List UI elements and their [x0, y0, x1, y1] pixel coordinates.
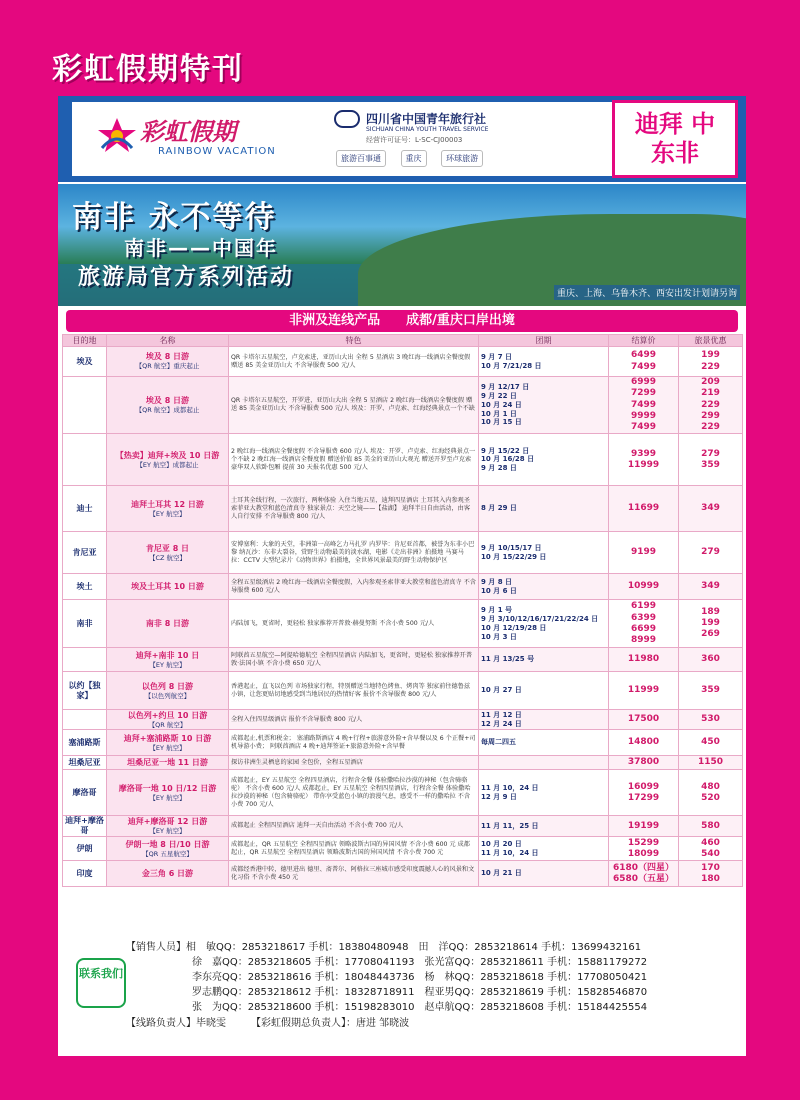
dates-cell [479, 816, 609, 837]
price-cell [609, 770, 679, 816]
discount-value: 460 [701, 837, 720, 848]
price-value: 37800 [627, 757, 660, 768]
dates-cell [479, 434, 609, 486]
features-cell: 土耳其全线行程，一次旅行，两种体验 入住当地五星，迪拜四星酒店 土耳其入内参观圣索菲亚大教堂和蓝色清真寺 独家景点：天空之镜——【盐湖】 迪拜半日自由活动，由客人自行安排 不含导服费 800 元/人 [229, 486, 479, 532]
product-airline: 【以色列航空】 [144, 691, 191, 700]
table-row [63, 574, 743, 600]
tour-date: 10 月 3 日 [481, 632, 517, 641]
agency-name: 四川省中国青年旅行社 [366, 112, 487, 126]
discount-value: 180 [701, 873, 720, 884]
price-cell [609, 574, 679, 600]
page-title: 彩虹假期特刊 [52, 52, 244, 87]
tour-date: 10 月 27 日 [481, 686, 522, 695]
partner-logo: 旅游百事通 [336, 150, 386, 167]
discount-cell [679, 574, 743, 600]
dates-cell [479, 730, 609, 756]
dates-cell [479, 710, 609, 730]
discount-value: 219 [701, 388, 720, 399]
destination-cell: 坦桑尼亚 [63, 756, 107, 770]
price-value: 7299 [630, 388, 657, 399]
price-cell [609, 434, 679, 486]
table-row [63, 672, 743, 710]
price-value: 17299 [627, 792, 660, 803]
tour-date: 10 月 15 日 [481, 418, 522, 427]
product-airline: 【CZ 航空】 [148, 553, 187, 562]
product-name-cell [107, 770, 229, 816]
price-value: 11999 [627, 459, 660, 470]
price-value: 6499 [630, 350, 657, 361]
product-name-cell [107, 710, 229, 730]
tour-date: 11 月 10，24 日 [481, 848, 539, 857]
price-value: 19199 [627, 820, 660, 831]
product-name-cell [107, 600, 229, 648]
tour-date: 每周二四五 [481, 738, 516, 747]
dates-cell [479, 861, 609, 887]
brand-header [58, 96, 746, 182]
price-cell [609, 730, 679, 756]
product-airline: 【QR 航空】重庆起止 [135, 362, 200, 371]
contact-row: 【销售人员】相 敏QQ：2853218617 手机：18380480948 田 洋QQ：2853218614 手机：13699432161 [126, 942, 642, 953]
destination-cell: 伊朗 [63, 837, 107, 861]
dates-cell [479, 770, 609, 816]
price-value: 6699 [630, 623, 657, 634]
discount-cell [679, 347, 743, 377]
product-table [62, 334, 742, 887]
dates-cell [479, 377, 609, 434]
price-value: 7499 [630, 399, 657, 410]
tour-date: 9 月 10/15/17 日 [481, 544, 542, 552]
banner-subheadline: 南非——中国年 [124, 236, 278, 260]
discount-value: 540 [701, 848, 720, 859]
price-value: 7499 [630, 422, 657, 432]
agency-logo-icon [334, 110, 360, 128]
table-row [63, 486, 743, 532]
destination-title: 迪拜 中东非 [634, 109, 716, 167]
product-name: 南非 8 日游 [145, 618, 190, 628]
product-name-cell [107, 672, 229, 710]
contact-badge: 联系我们 [76, 958, 126, 1008]
agency-license: 经营许可证号：L-SC-CJ00003 [366, 136, 463, 144]
table-row [63, 532, 743, 574]
table-row [63, 770, 743, 816]
price-cell [609, 648, 679, 672]
discount-cell [679, 756, 743, 770]
destination-cell [63, 377, 107, 434]
product-name-cell [107, 434, 229, 486]
table-header-row [63, 335, 743, 347]
tour-date: 10 月 20 日 [481, 840, 522, 848]
contact-row: 徐 嘉QQ：2853218605 手机：17708041193 张光富QQ：2853218611 手机：15881179272 [192, 957, 648, 968]
dates-cell [479, 347, 609, 377]
price-cell [609, 600, 679, 648]
discount-value: 1150 [697, 757, 724, 768]
tour-date: 9 月 22 日 [481, 392, 517, 400]
discount-cell [679, 434, 743, 486]
price-value: 18099 [627, 848, 660, 859]
features-cell: 探访非洲生灵栖息的家园 全包价，全程五星酒店 [229, 756, 479, 770]
dates-cell [479, 837, 609, 861]
price-value: 7499 [630, 361, 657, 372]
features-cell: 安博塞利：大象的天堂，非洲第一高峰乞力马扎罗 内罗毕：肯尼亚首都，被誉为东非小巴黎 纳瓦沙：东非大裂谷，赏野生动物最美的淡水湖，电影《走出非洲》拍摄地 马赛马拉：CCTV 大型纪录片《动物世界》拍摄地，全世界风景最美的野生动物保护区 [229, 532, 479, 574]
destination-cell [63, 434, 107, 486]
discount-value: 170 [701, 862, 720, 873]
product-airline: 【QR 航空】成都起止 [135, 406, 200, 415]
tour-date: 10 月 6 日 [481, 586, 517, 595]
dates-cell [479, 574, 609, 600]
product-airline: 【EY 航空】 [149, 793, 186, 802]
destination-cell: 印度 [63, 861, 107, 887]
product-name-cell [107, 816, 229, 837]
discount-cell [679, 730, 743, 756]
col-header: 旅景优惠 [679, 335, 743, 347]
price-cell [609, 756, 679, 770]
dates-cell [479, 672, 609, 710]
product-name-cell [107, 377, 229, 434]
price-cell [609, 837, 679, 861]
product-name-cell [107, 648, 229, 672]
page-number: 彩15 [700, 1032, 729, 1046]
agency-name-en: SICHUAN CHINA YOUTH TRAVEL SERVICE [366, 126, 489, 133]
tour-date: 9 月 3/10/12/16/17/21/22/24 日 [481, 615, 599, 623]
tour-date: 10 月 15/22/29 日 [481, 552, 547, 561]
product-name-cell [107, 486, 229, 532]
contact-row: 【线路负责人】毕晓雯 【彩虹假期总负责人】：唐进 邹晓波 [126, 1018, 410, 1029]
tour-date: 10 月 12/19/28 日 [481, 623, 547, 632]
contact-row: 罗志鹏QQ：2853218612 手机：18328718911 程亚男QQ：2853218619 手机：15828546870 [192, 987, 648, 998]
dates-cell [479, 532, 609, 574]
destination-cell: 塞浦路斯 [63, 730, 107, 756]
tour-date: 9 月 28 日 [481, 464, 517, 473]
col-header: 特色 [229, 335, 479, 347]
discount-cell [679, 672, 743, 710]
table-row [63, 648, 743, 672]
discount-value: 279 [701, 448, 720, 459]
features-cell: 全程五星级酒店 2 晚红海一线酒店全餐度假，入内参观圣索菲亚大教堂和蓝色清真寺 不含导服费 600 元/人 [229, 574, 479, 600]
discount-value: 229 [701, 399, 720, 410]
table-row [63, 600, 743, 648]
destination-box [612, 100, 738, 178]
tour-date: 9 月 1 号 [481, 606, 513, 615]
table-row [63, 730, 743, 756]
footer-label: 特刊 [600, 1032, 625, 1046]
discount-value: 359 [701, 459, 720, 470]
discount-value: 480 [701, 781, 720, 792]
product-name: 迪拜+南非 10 日 [135, 650, 200, 660]
price-value: 6999 [630, 377, 657, 387]
price-cell [609, 710, 679, 730]
promo-banner [58, 184, 746, 306]
destination-cell: 摩洛哥 [63, 770, 107, 816]
contacts-block [66, 938, 738, 1038]
banner-tagline: 旅游局官方系列活动 [78, 265, 295, 290]
partner-logo: 环球旅游 [441, 150, 483, 167]
product-airline: 【EY 航空】 [149, 509, 186, 518]
product-name: 伊朗一地 8 日/10 日游 [125, 839, 210, 849]
price-value: 15299 [627, 837, 660, 848]
price-cell [609, 486, 679, 532]
product-name: 迪拜+塞浦路斯 10 日游 [123, 733, 212, 743]
features-cell: 成都经香港中转，德里进出 德里、斋普尔、阿格拉三座城市感受印度震撼人心的风景和文化习俗 不含小费 450 元 [229, 861, 479, 887]
discount-cell [679, 648, 743, 672]
discount-value: 189 [701, 606, 720, 617]
dates-cell [479, 648, 609, 672]
tour-date: 11 月 12 日 [481, 711, 522, 719]
tour-date: 10 月 7/21/28 日 [481, 361, 542, 370]
product-name-cell [107, 837, 229, 861]
product-name: 以色列+约旦 10 日游 [127, 710, 208, 720]
product-name: 迪拜土耳其 12 日游 [131, 499, 204, 509]
discount-cell [679, 816, 743, 837]
features-cell: QR 卡塔尔五星航空，卢克索进，亚历山大出 全程 5 星酒店 3 晚红海一线酒店全餐度假 赠送 85 美金亚历山大 不含导服费 500 元/人 [229, 347, 479, 377]
discount-value: 349 [701, 503, 720, 514]
discount-value: 209 [701, 377, 720, 387]
tour-date: 9 月 15/22 日 [481, 446, 530, 455]
features-cell: 成都起止 全程四星酒店 迪拜一天自由活动 不含小费 700 元/人 [229, 816, 479, 837]
features-cell: 阿联酋五星航空—阿提哈德航空 全程四星酒店 内陆加飞，更省时，更轻松 独家推荐开普敦·法国小镇 不含小费 650 元/人 [229, 648, 479, 672]
destination-cell [63, 648, 107, 672]
product-name-cell [107, 532, 229, 574]
tour-date: 10 月 16/28 日 [481, 455, 535, 464]
discount-cell [679, 600, 743, 648]
destination-cell: 以约【独家】 [63, 672, 107, 710]
product-airline: 【EY 航空】 [149, 743, 186, 752]
discount-value: 199 [701, 350, 720, 361]
price-cell [609, 861, 679, 887]
price-value: 8999 [630, 635, 657, 645]
features-cell: 香港起止，直飞以色列 市场独家行程，特别赠送当地特色烤鱼、烤肉等 独家前往德鲁兹小镇，让您更贴切地感受到当地居民的热情好客 报价不含导服费 800 元/人 [229, 672, 479, 710]
dates-cell [479, 756, 609, 770]
tour-date: 9 月 12/17 日 [481, 383, 530, 392]
product-airline: 【EY 航空】 [149, 660, 186, 669]
logo-cn: 彩虹假期 [140, 118, 236, 146]
product-name: 迪拜+摩洛哥 12 日游 [127, 817, 208, 827]
price-cell [609, 816, 679, 837]
table-row [63, 347, 743, 377]
discount-cell [679, 532, 743, 574]
discount-value: 450 [701, 737, 720, 748]
destination-cell: 埃土 [63, 574, 107, 600]
price-value: 16099 [627, 781, 660, 792]
contact-row: 李东亮QQ：2853218616 手机：18048443736 杨 林QQ：2853218618 手机：17708050421 [192, 972, 648, 983]
product-name: 埃及 8 日游 [145, 352, 190, 362]
col-header: 名称 [107, 335, 229, 347]
price-value: 14800 [627, 737, 660, 748]
tour-date: 10 月 1 日 [481, 409, 517, 418]
product-airline: 【QR 五星航空】 [142, 849, 193, 858]
price-value: 6580（五星） [612, 873, 675, 884]
product-name: 坦桑尼亚一地 11 日游 [127, 757, 208, 767]
banner-headline: 南非 永不等待 [72, 200, 277, 235]
product-name: 以色列 8 日游 [141, 681, 194, 691]
price-value: 9199 [630, 547, 657, 558]
discount-value: 229 [701, 361, 720, 372]
product-airline: 【EY 航空】成都起止 [136, 460, 199, 469]
tour-date: 11 月 10，24 日 [481, 784, 539, 792]
destination-cell: 南非 [63, 600, 107, 648]
product-name: 埃及土耳其 10 日游 [131, 581, 204, 591]
tour-date: 10 月 21 日 [481, 869, 522, 878]
price-cell [609, 347, 679, 377]
partner-logos [336, 150, 495, 167]
product-name: 摩洛哥一地 10 日/12 日游 [118, 783, 217, 793]
features-cell: 内陆加飞，更省时，更轻松 独家推荐开普敦·赫曼努斯 不含小费 500 元/人 [229, 600, 479, 648]
price-value: 9999 [630, 410, 657, 421]
table-row [63, 861, 743, 887]
product-name: 埃及 8 日游 [145, 396, 190, 406]
discount-cell [679, 770, 743, 816]
logo-en: RAINBOW VACATION [158, 146, 276, 157]
features-cell: 成都起止，EY 五星航空 全程四星酒店，行程含全餐 体验撒哈拉沙漠的神秘（包含骑骆驼） 不含小费 600 元/人 成都起止，EY 五星航空 全程四星酒店，行程含全餐 体验撒哈拉沙漠的神秘（包含骑骆驼） 带你享受蓝色小镇的浪漫气息，感受不一样的撒哈拉 不含小费 700 元/人 [229, 770, 479, 816]
destination-cell: 肯尼亚 [63, 532, 107, 574]
features-cell: QR 卡塔尔五星航空，开罗进，亚历山大出 全程 5 星酒店 2 晚红海一线酒店全餐度假 赠送 85 美金亚历山大 不含导服费 500 元/人 埃及：开罗、卢克索、红海经典景点一个不缺 [229, 377, 479, 434]
discount-value: 530 [701, 714, 720, 725]
table-row [63, 434, 743, 486]
product-name-cell [107, 861, 229, 887]
brand-logo-area [72, 102, 612, 176]
tour-date: 11 月 13/25 号 [481, 655, 535, 664]
price-cell [609, 532, 679, 574]
tour-date: 12 月 9 日 [481, 792, 517, 801]
table-row [63, 756, 743, 770]
product-airline: 【QR 航空】 [148, 720, 187, 729]
tour-date: 12 月 24 日 [481, 719, 522, 728]
discount-value: 520 [701, 792, 720, 803]
col-header: 结算价 [609, 335, 679, 347]
price-value: 9399 [630, 448, 657, 459]
product-name-cell [107, 756, 229, 770]
features-cell: 全程入住四星级酒店 报价不含导服费 800 元/人 [229, 710, 479, 730]
features-cell: 成都起止,机票和税金； 塞浦路斯酒店 4 晚+行程+旅游意外险+含早餐以及 6 个正餐+司机导游小费； 阿联酋酒店 4 晚+迪拜签证+旅游意外险+含早餐 [229, 730, 479, 756]
price-value: 10999 [627, 581, 660, 592]
discount-value: 199 [701, 618, 720, 629]
contact-row: 张 为QQ：2853218600 手机：15198283010 赵卓航QQ：2853218608 手机：15184425554 [192, 1002, 648, 1013]
product-name-cell [107, 347, 229, 377]
content-panel [58, 96, 746, 1056]
dates-cell [479, 486, 609, 532]
dates-cell [479, 600, 609, 648]
product-name-cell [107, 574, 229, 600]
product-name: 金三角 6 日游 [141, 868, 194, 878]
product-airline: 【EY 航空】 [149, 827, 186, 836]
price-value: 6199 [630, 601, 657, 612]
tour-date: 11 月 11，25 日 [481, 821, 539, 830]
price-value: 11980 [627, 654, 660, 665]
features-cell: 2 晚红海一线酒店全餐度假 不含导服费 600 元/人 埃及：开罗、卢克索、红海经典景点一个不缺 2 晚红海一线酒店全餐度假 赠送价值 85 美金的亚历山大观光 赠送开罗至卢克索豪华双人软卧包厢 提前 30 天报名优惠 500 元/人 [229, 434, 479, 486]
discount-value: 359 [701, 685, 720, 696]
section-heading: 非洲及连线产品 成都/重庆口岸出境 [66, 310, 738, 332]
price-value: 11699 [627, 503, 660, 514]
product-name: 肯尼亚 8 日 [145, 543, 190, 553]
price-cell [609, 377, 679, 434]
banner-note: 重庆、上海、乌鲁木齐、西安出发计划请另询 [554, 285, 740, 300]
table-row [63, 816, 743, 837]
tour-date: 10 月 24 日 [481, 400, 522, 409]
product-name-cell [107, 730, 229, 756]
discount-cell [679, 710, 743, 730]
discount-value: 229 [701, 422, 720, 432]
discount-cell [679, 861, 743, 887]
partner-logo: 重庆 [401, 150, 427, 167]
destination-cell: 迪士 [63, 486, 107, 532]
tour-date: 9 月 7 日 [481, 352, 513, 361]
discount-cell [679, 486, 743, 532]
destination-cell: 埃及 [63, 347, 107, 377]
col-header: 团期 [479, 335, 609, 347]
discount-value: 580 [701, 820, 720, 831]
col-header: 目的地 [63, 335, 107, 347]
table-row [63, 837, 743, 861]
table-row [63, 377, 743, 434]
discount-cell [679, 837, 743, 861]
discount-cell [679, 377, 743, 434]
tour-date: 9 月 8 日 [481, 578, 513, 586]
destination-cell [63, 710, 107, 730]
product-name: 【热卖】迪拜+埃及 10 日游 [115, 450, 220, 460]
table-row [63, 710, 743, 730]
discount-value: 349 [701, 581, 720, 592]
tour-date: 8 月 29 日 [481, 504, 517, 513]
price-cell [609, 672, 679, 710]
rainbow-logo-icon [92, 110, 142, 160]
price-value: 6180（四星） [612, 862, 675, 873]
discount-value: 279 [701, 547, 720, 558]
price-value: 6399 [630, 612, 657, 623]
price-value: 11999 [627, 685, 660, 696]
discount-value: 269 [701, 629, 720, 640]
discount-value: 360 [701, 654, 720, 665]
features-cell: 成都起止，QR 五星航空 全程四星酒店 领略波斯古国的异国风情 不含小费 600 元 成都起止，QR 五星航空 全程四星酒店 领略波斯古国的异国风情 不含小费 700 元 [229, 837, 479, 861]
discount-value: 299 [701, 410, 720, 421]
price-value: 17500 [627, 714, 660, 725]
destination-cell: 迪拜+摩洛哥 [63, 816, 107, 837]
